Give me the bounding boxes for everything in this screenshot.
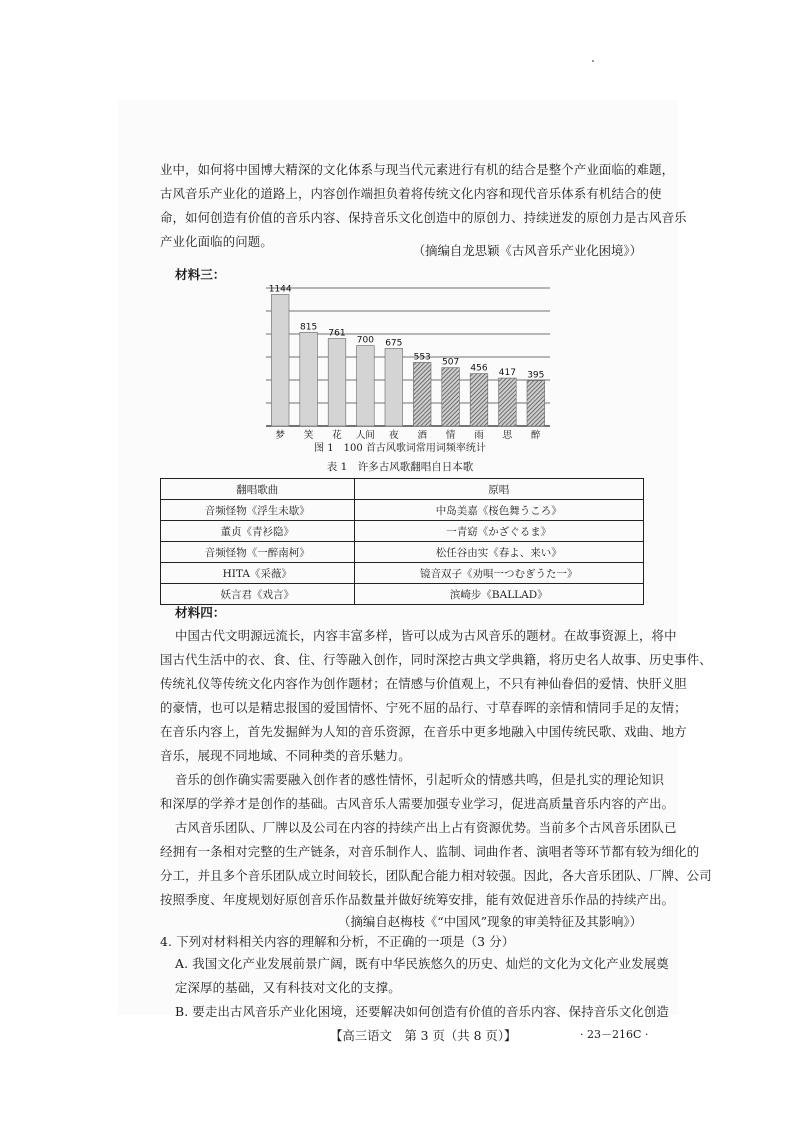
table-row [161, 563, 644, 584]
word-frequency-bar-chart [258, 274, 558, 440]
x-tick-label: 夜 [389, 430, 399, 440]
bar-笑 [300, 332, 318, 426]
chart-title: 图 1 100 首古风歌词常用词频率统计 [314, 443, 486, 454]
option-b: B. 要走出古风音乐产业化困境，还要解决如何创造有价值的音乐内容、保持音乐文化创造 [175, 1004, 669, 1019]
data-label: 417 [498, 368, 516, 379]
data-label: 1144 [268, 284, 292, 295]
table-cell: 松任谷由实《春よ、来い》 [354, 542, 643, 563]
table-cell: 董贞《青衫隐》 [161, 521, 355, 542]
table-cell: 中岛美嘉《桜色舞うころ》 [354, 500, 643, 521]
table-row [161, 500, 644, 521]
data-label: 700 [356, 335, 374, 346]
paragraph-line: 命，如何创造有价值的音乐内容、保持音乐文化创造中的原创力、持续迸发的原创力是古风音乐 [160, 210, 687, 225]
x-tick-label: 情 [445, 430, 456, 440]
source-citation: （摘编自龙思颖《古风音乐产业化困境》） [412, 243, 642, 258]
bar-醉 [527, 381, 545, 426]
material4-heading: 材料四： [175, 605, 226, 620]
data-label: 675 [385, 338, 403, 349]
paragraph-line: 中国古代文明源远流长，内容丰富多样，皆可以成为古风音乐的题材。在故事资源上，将中 [175, 628, 677, 643]
table-caption: 表 1 许多古风歌翻唱自日本歌 [326, 461, 474, 473]
table-cell: 镜音双子《劝唄一つむぎうた一》 [354, 563, 643, 584]
table-cell: 音频怪物《浮生未歇》 [161, 500, 355, 521]
table-row [161, 542, 644, 563]
paragraph-line: 国古代生活中的衣、食、住、行等融入创作，同时深挖古典文学典籍，将历史名人故事、历史事件、 [160, 652, 712, 667]
paragraph-line: 产业化面临的问题。 [160, 234, 273, 249]
paragraph-line: 经拥有一条相对完整的生产链条，对音乐制作人、监制、词曲作者、演唱者等环节都有较为细化的 [160, 844, 700, 859]
table-cell: 一青窈《かざぐるま》 [354, 521, 643, 542]
bar-梦 [271, 294, 289, 426]
data-label: 553 [413, 352, 431, 363]
table-cell: 音频怪物《一醉南柯》 [161, 542, 355, 563]
data-label: 761 [328, 328, 346, 339]
bar-花 [328, 338, 346, 426]
paragraph-line: 音乐的创作确实需要融入创作者的感性情怀，引起听众的情感共鸣，但是扎实的理论知识 [175, 772, 665, 787]
bar-思 [499, 378, 517, 426]
paragraph-line: 音乐，展现不同地域、不同种类的音乐魅力。 [160, 748, 411, 763]
cover-songs-table [160, 478, 644, 605]
paragraph-line: 传统礼仪等传统文化内容作为创作题材；在情感与价值观上，不只有神仙眷侣的爱情、快肝义胆 [160, 676, 687, 691]
paragraph-line: 古风音乐产业化的道路上，内容创作端担负着将传统文化内容和现代音乐体系有机结合的使 [160, 186, 662, 201]
data-label: 456 [470, 363, 488, 374]
page-footer: 【高三语文 第 3 页（共 8 页）】 [330, 1028, 517, 1043]
bar-情 [442, 368, 460, 426]
material3-heading: 材料三： [175, 267, 226, 282]
paragraph-line: 的豪情，也可以是精忠报国的爱国情怀、宁死不屈的品行、寸草春晖的亲情和情同手足的友情； [160, 700, 687, 715]
x-tick-label: 思 [502, 430, 513, 440]
x-tick-label: 醉 [531, 430, 541, 440]
question-stem: 4. 下列对材料相关内容的理解和分析，不正确的一项是（3 分） [160, 934, 515, 949]
table-row [161, 521, 644, 542]
document-code: · 23－216C · [580, 1028, 649, 1041]
table-cell: HITA《采薇》 [161, 563, 355, 584]
x-tick-label: 酒 [417, 430, 427, 440]
source-citation: （摘编自赵梅枝《“中国风”现象的审美特征及其影响》） [338, 914, 642, 929]
paragraph-line: 在音乐内容上，首先发掘鲜为人知的音乐资源，在音乐中更多地融入中国传统民歌、戏曲、地方 [160, 724, 687, 739]
table-header: 原唱 [354, 479, 643, 500]
x-tick-label: 花 [332, 430, 342, 440]
option-a: A. 我国文化产业发展前景广阔，既有中华民族悠久的历史、灿烂的文化为文化产业发展奠 [175, 956, 669, 971]
data-label: 507 [442, 357, 460, 368]
scan-speck [592, 60, 594, 62]
table-header: 翻唱歌曲 [161, 479, 355, 500]
bar-夜 [385, 348, 403, 426]
table-row [161, 584, 644, 605]
paragraph-line: 按照季度、年度规划好原创音乐作品数量并做好统筹安排，能有效促进音乐作品的持续产出。 [160, 892, 675, 907]
data-label: 395 [527, 370, 545, 381]
bar-人间 [357, 346, 375, 427]
table-header-row [161, 479, 644, 500]
table-cell: 妖言君《戏言》 [161, 584, 355, 605]
table-cell: 滨崎步《BALLAD》 [354, 584, 643, 605]
data-label: 815 [300, 322, 318, 333]
bar-雨 [470, 374, 488, 426]
option-a-continued: 定深厚的基础，又有科技对文化的支撑。 [175, 980, 401, 995]
paragraph-line: 分工，并且多个音乐团队成立时间较长，团队配合能力相对较强。因此，各大音乐团队、厂牌、公司 [160, 868, 712, 883]
bar-酒 [413, 362, 431, 426]
paragraph-line: 古风音乐团队、厂牌以及公司在内容的持续产出上占有资源优势。当前多个古风音乐团队已 [175, 820, 677, 835]
paragraph-line: 业中，如何将中国博大精深的文化体系与现当代元素进行有机的结合是整个产业面临的难题， [160, 162, 675, 177]
x-tick-label: 人间 [355, 430, 375, 440]
x-tick-label: 梦 [275, 430, 285, 440]
paragraph-line: 和深厚的学养才是创作的基础。古风音乐人需要加强专业学习，促进高质量音乐内容的产出。 [160, 796, 675, 811]
x-tick-label: 雨 [474, 430, 484, 440]
x-tick-label: 笑 [303, 430, 314, 440]
